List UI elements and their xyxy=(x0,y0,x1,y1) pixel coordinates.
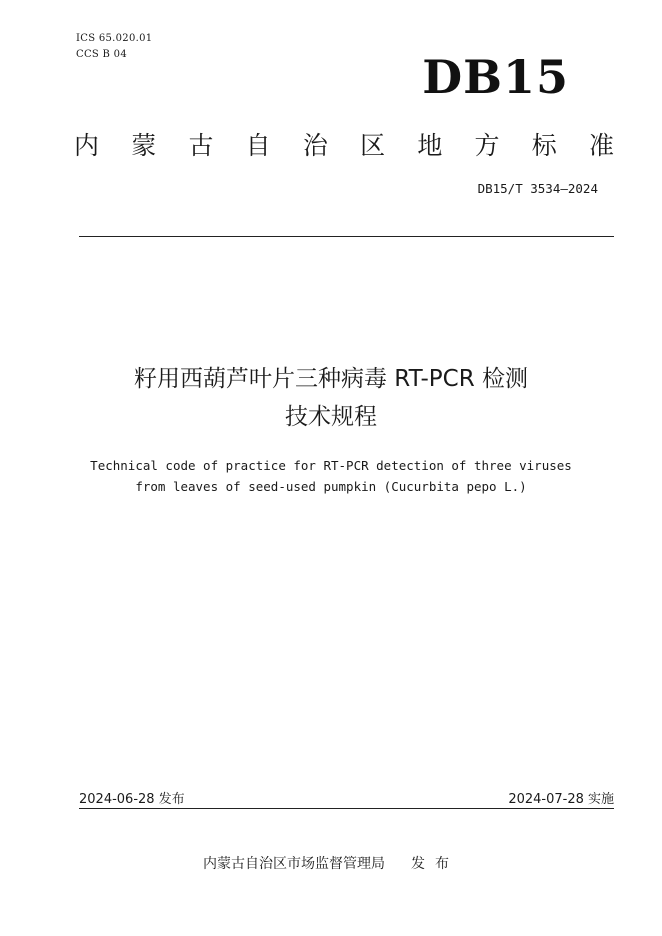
db15-logo: DB15 xyxy=(422,50,569,104)
standard-type-char: 区 xyxy=(360,131,386,160)
ics-code: ICS 65.020.01 xyxy=(76,33,153,44)
issue-date: 2024-06-28 发布 xyxy=(79,792,185,807)
standard-type-char: 地 xyxy=(417,131,443,160)
english-title-line-1: Technical code of practice for RT-PCR detection of three viruses xyxy=(90,458,572,473)
standard-type-char: 古 xyxy=(188,131,214,160)
issuing-authority: 内蒙古自治区市场监督管理局 xyxy=(203,856,385,872)
chinese-title xyxy=(60,360,602,436)
ccs-code: CCS B 04 xyxy=(76,49,127,60)
standard-type-char: 蒙 xyxy=(131,131,157,160)
english-title-line-2: from leaves of seed-used pumpkin (Cucurbita pepo L.) xyxy=(135,479,527,494)
standard-type-char: 准 xyxy=(588,131,614,160)
chinese-title-line-1: 籽用西葫芦叶片三种病毒 RT-PCR 检测 xyxy=(133,366,529,392)
standard-type-heading xyxy=(74,126,614,162)
standard-type-char: 治 xyxy=(302,131,328,160)
english-title xyxy=(60,455,602,497)
date-row xyxy=(79,788,614,807)
issue-action: 发布 xyxy=(411,856,459,872)
standard-type-char: 内 xyxy=(74,131,100,160)
standard-type-char: 自 xyxy=(245,131,271,160)
standard-number: DB15/T 3534—2024 xyxy=(477,181,598,196)
implement-date: 2024-07-28 实施 xyxy=(508,792,614,807)
standard-type-char: 标 xyxy=(531,131,557,160)
standard-type-char: 方 xyxy=(474,131,500,160)
issuer-line xyxy=(0,853,662,873)
chinese-title-line-2: 技术规程 xyxy=(285,404,377,430)
top-divider xyxy=(79,236,614,237)
bottom-divider xyxy=(79,808,614,809)
